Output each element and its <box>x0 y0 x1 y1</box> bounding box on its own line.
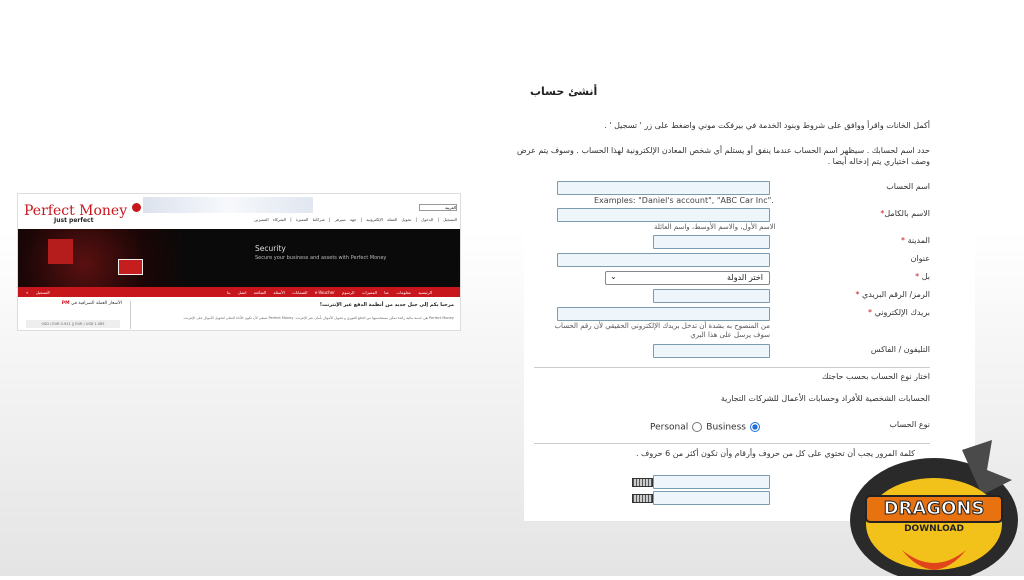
zip-input[interactable] <box>653 289 770 303</box>
nav-item[interactable]: الرئيسية <box>418 290 432 295</box>
city-input[interactable] <box>653 235 770 249</box>
account-name-description: حدد اسم لحسابك . سيظهر اسم الحساب عندما ينفق أو يستلم أي شخص المعادن الإلكترونية لهذا الحساب . وسوف يتم عرض وصف اختياري يتم إدخاله أيضا . <box>516 146 930 166</box>
confirm-password-input[interactable] <box>653 491 770 505</box>
watermark-text: DRAGONS <box>883 498 985 519</box>
personal-label: Personal <box>650 422 689 433</box>
watermark-subtext: DOWNLOAD <box>904 524 964 534</box>
perfect-money-homepage-screenshot <box>17 193 461 331</box>
country-label: بل * <box>915 272 930 281</box>
welcome-description: Perfect Money هي خدمة مالية رائدة تمكن مستخدميها من الدفع الفوري و تحويل الأموال بأمان عبر الإنترنت. Perfect Money تسعى لأن تكون الأداة المثلى لتحويل الأموال على الإنترنت. <box>182 316 454 320</box>
nav-item[interactable]: e-Voucher <box>314 290 335 295</box>
top-link[interactable]: تحويل العملة الإلكترونية <box>366 217 412 222</box>
nav-item[interactable]: الأسئلة الشائعة <box>253 290 285 295</box>
rates-title: الأسعار العملة الصرافية في PM <box>61 301 122 306</box>
nav-item[interactable]: الرسوم <box>342 290 355 295</box>
personal-radio[interactable] <box>692 422 702 432</box>
banner-image <box>18 229 183 287</box>
register-link[interactable]: التسجيل » <box>26 290 50 295</box>
nav-item[interactable]: المميزات <box>361 290 377 295</box>
account-name-label: اسم الحساب <box>886 182 930 191</box>
zip-label: الرمز/ الرقم البريدي * <box>855 290 930 299</box>
choose-type-text: اختار نوع الحساب بحسب حاجتك <box>822 372 930 381</box>
top-link[interactable]: الشركاء المميزين <box>254 217 287 222</box>
language-select[interactable]: العربية <box>419 204 457 211</box>
virtual-keyboard-icon[interactable] <box>632 494 653 503</box>
banner-title: Security <box>255 244 286 253</box>
full-name-input[interactable] <box>557 208 770 222</box>
exchange-rates: USD / EUR 0.921 || EUR / USD 1.085 <box>26 320 120 328</box>
top-link[interactable]: التسجيل <box>443 217 457 222</box>
chevron-down-icon: ⌄ <box>610 272 617 281</box>
account-name-hint: Examples: "Daniel's account", "ABC Car Inc". <box>594 196 774 205</box>
main-nav <box>18 287 461 297</box>
perfect-money-logo[interactable]: Perfect Money Just perfect <box>24 203 141 224</box>
address-label: عنوان <box>910 254 930 263</box>
email-input[interactable] <box>557 307 770 321</box>
business-label: Business <box>706 422 746 433</box>
top-link[interactable]: جهة سيرفر <box>334 217 357 222</box>
business-radio[interactable] <box>750 422 760 432</box>
hero-banner <box>18 229 461 287</box>
divider <box>130 301 131 329</box>
dragons-download-watermark <box>842 440 1024 576</box>
full-name-label: الاسم بالكامل* <box>880 209 930 218</box>
password-requirements: كلمة المرور يجب أن تحتوي على كل من حروف وأرقام وأن تكون أكثر من 6 حروف . <box>635 449 915 458</box>
top-link[interactable]: الدخول <box>421 217 434 222</box>
top-link[interactable]: شركاتنا المميزة <box>295 217 325 222</box>
virtual-keyboard-icon[interactable] <box>632 478 653 487</box>
intro-text: أكمل الخانات واقرأ ووافق على شروط وبنود الخدمة في بيرفكت موني واضغط على زر ' تسجيل ' . <box>604 121 930 130</box>
account-name-input[interactable] <box>557 181 770 195</box>
welcome-heading: مرحبا بكم إلى جيل جديد من أنظمة الدفع عبر الإنترنت! <box>319 302 454 308</box>
phone-input[interactable] <box>653 344 770 358</box>
nav-item[interactable]: معلومات عنا <box>384 290 411 295</box>
country-select[interactable]: اختر الدولة ⌄ <box>605 271 770 285</box>
pm-badge-icon <box>132 203 141 212</box>
divider <box>534 367 930 368</box>
password-input[interactable] <box>653 475 770 489</box>
account-type-label: نوع الحساب <box>889 420 930 429</box>
header-decoration <box>143 197 313 213</box>
nav-item[interactable]: اتصل بنا <box>226 290 247 295</box>
nav-item[interactable]: الضمانات <box>292 290 308 295</box>
city-label: المدينة * <box>901 236 930 245</box>
account-type-description: الحسابات الشخصية للأفراد وحسابات الأعمال للشركات التجارية <box>720 394 930 403</box>
page-title: أنشئ حساب <box>530 85 598 98</box>
email-label: بريدك الإلكتروني * <box>868 308 930 317</box>
account-type-radios <box>650 422 764 433</box>
address-input[interactable] <box>557 253 770 267</box>
email-hint: من المنصوح به بشدة أن تدخل بريدك الإلكتروني الحقيقي لأن رقم الحساب سوف يرسل على هذا البري <box>554 322 770 339</box>
top-links: التسجيل | الدخول | تحويل العملة الإلكترونية | جهة سيرفر | شركاتنا المميزة | الشركاء المميزين <box>254 217 457 222</box>
full-name-hint: الاسم الأول، والاسم الأوسط، واسم العائلة <box>654 223 776 231</box>
banner-subtitle: Secure your business and assets with Perfect Money <box>255 255 387 261</box>
phone-label: التليفون / الفاكس <box>870 345 930 354</box>
